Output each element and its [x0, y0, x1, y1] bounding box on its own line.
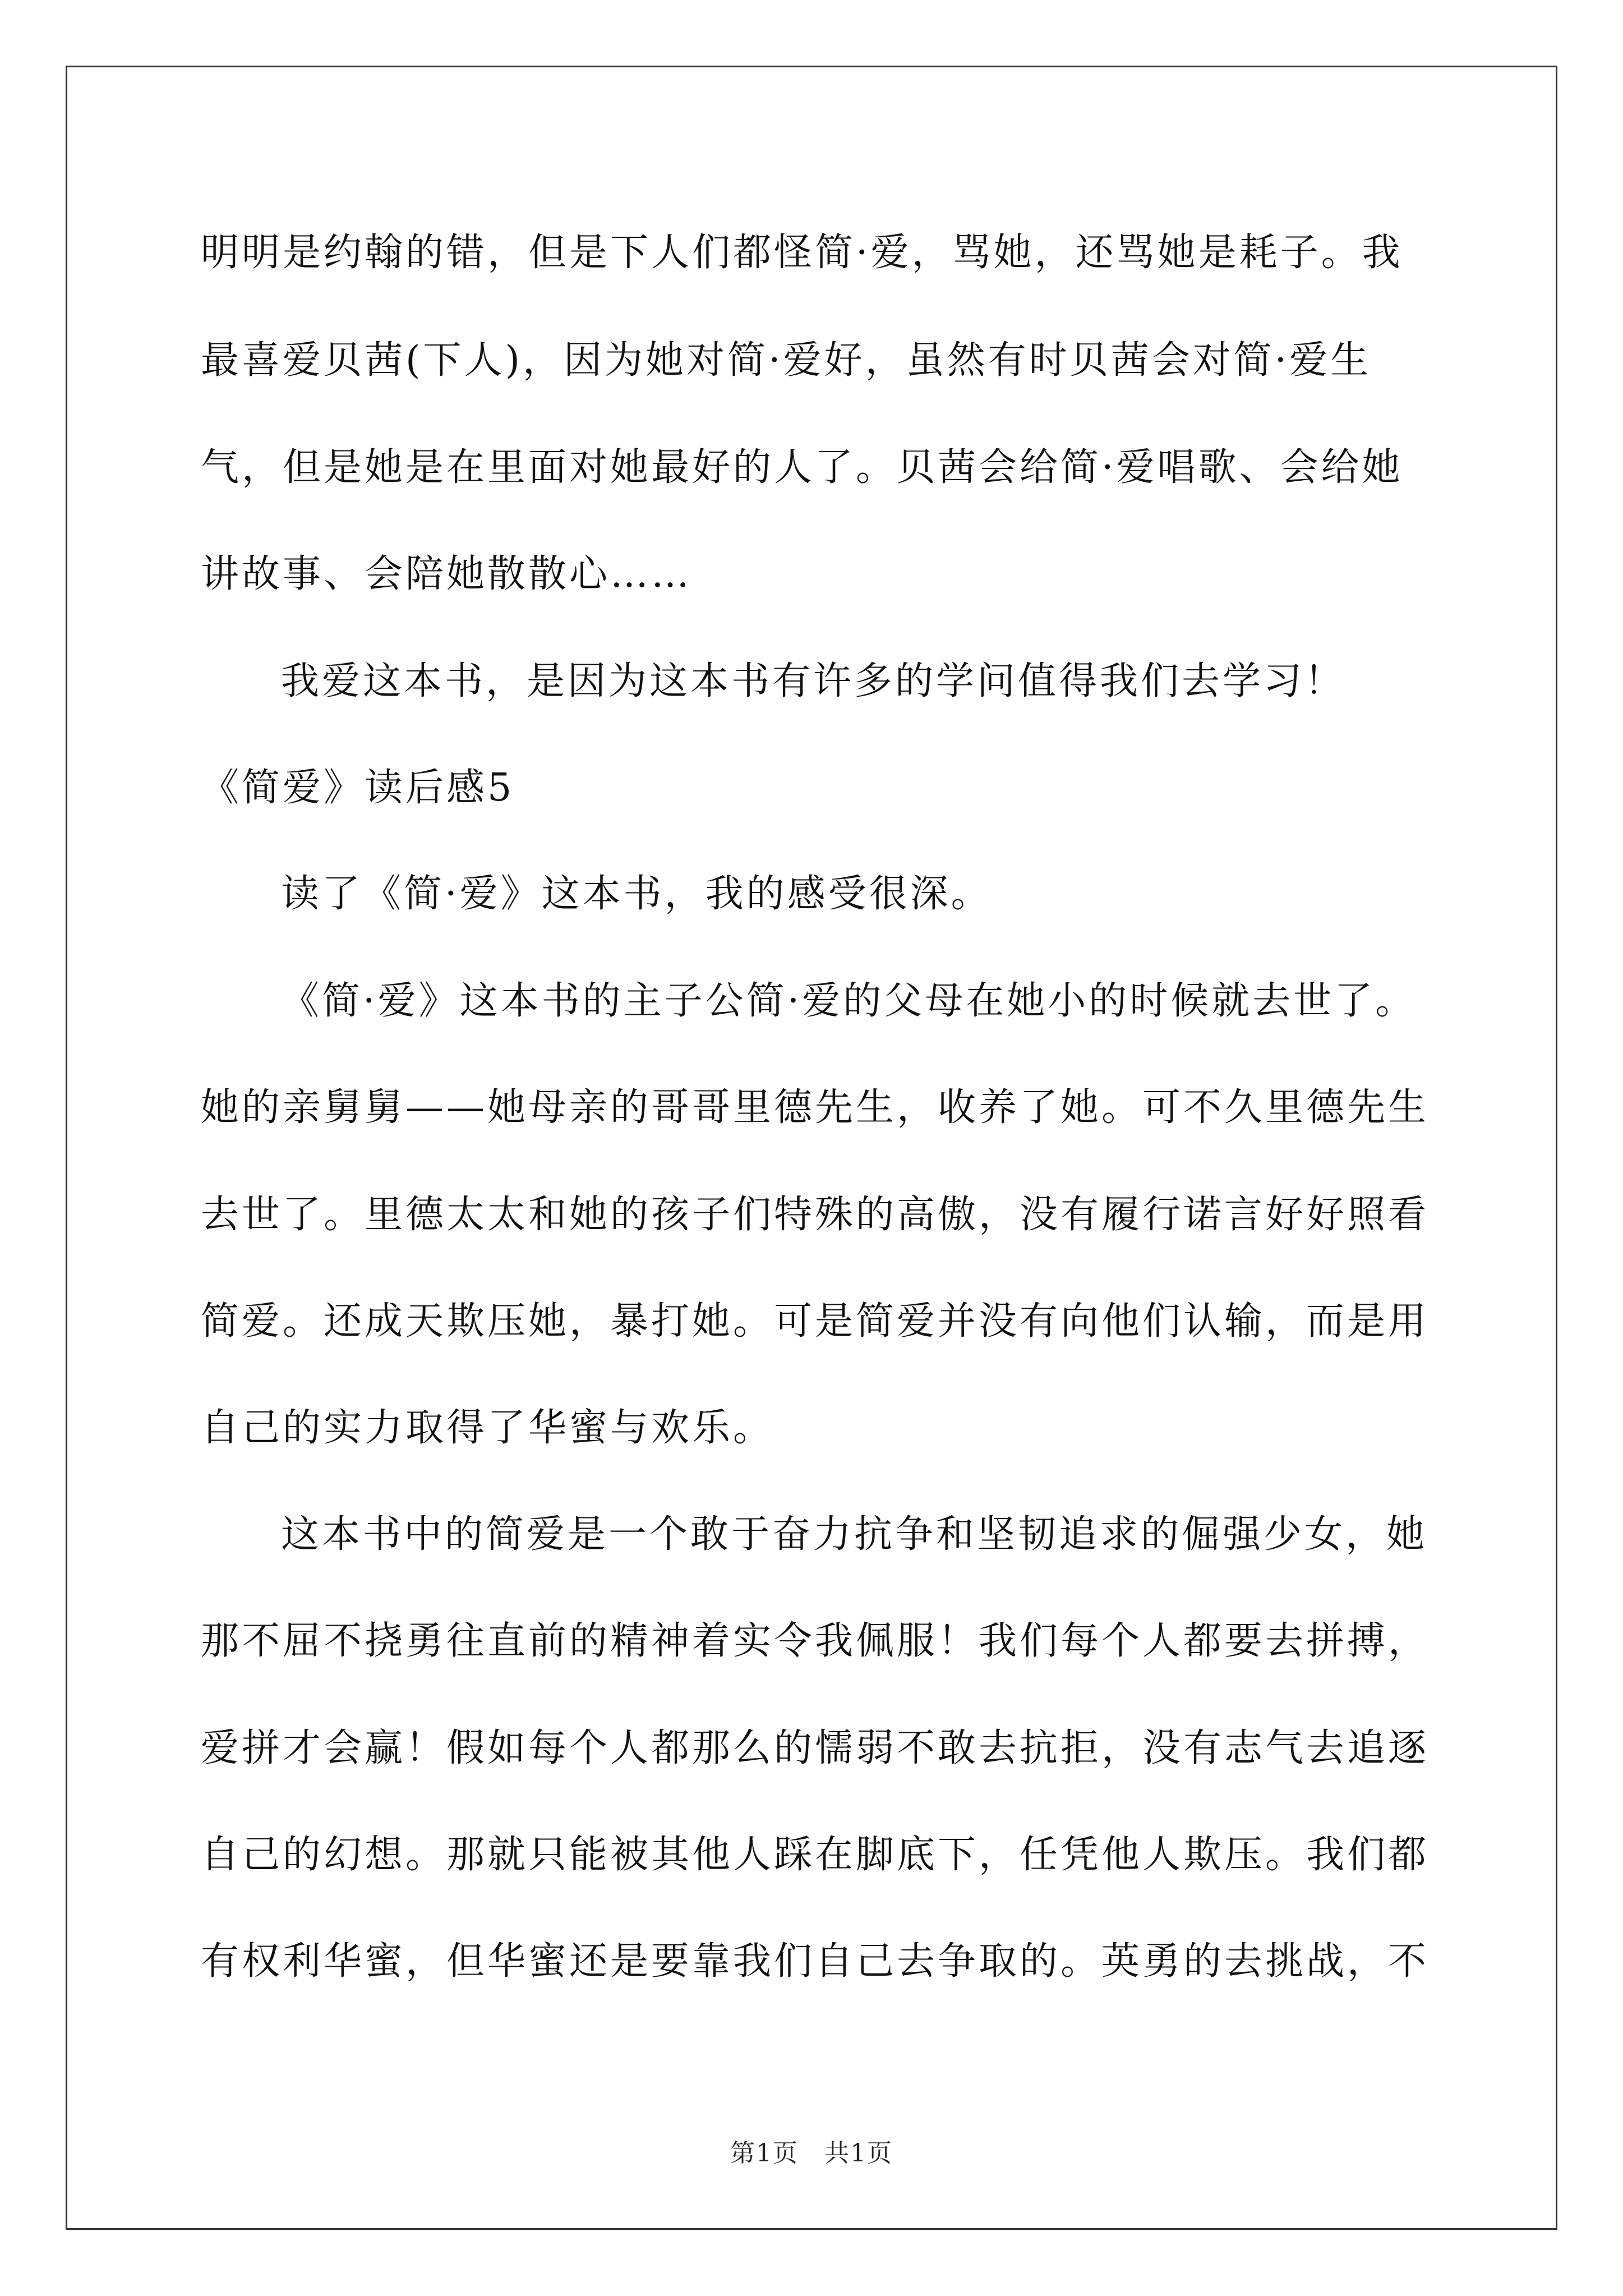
body-text-line: 那不屈不挠勇往直前的精神着实令我佩服！我们每个人都要去拼搏， [201, 1619, 1430, 1663]
body-text-line: 爱拼才会赢！假如每个人都那么的懦弱不敢去抗拒，没有志气去追逐 [201, 1726, 1430, 1770]
body-text-line: 明明是约翰的错，但是下人们都怪简·爱，骂她，还骂她是耗子。我 [201, 231, 1403, 275]
body-text-line: 自己的幻想。那就只能被其他人踩在脚底下，任凭他人欺压。我们都 [201, 1833, 1430, 1877]
body-text-line: 讲故事、会陪她散散心…… [201, 552, 693, 596]
body-text-line: 去世了。里德太太和她的孩子们特殊的高傲，没有履行诺言好好照看 [201, 1193, 1430, 1237]
page-number: 第1页 [730, 2139, 799, 2168]
body-text-line: 最喜爱贝茜(下人)，因为她对简·爱好，虽然有时贝茜会对简·爱生 [201, 338, 1372, 383]
body-text-line: 她的亲舅舅——她母亲的哥哥里德先生，收养了她。可不久里德先生 [201, 1085, 1430, 1130]
body-text-line: 气，但是她是在里面对她最好的人了。贝茜会给简·爱唱歌、会给她 [201, 445, 1403, 490]
body-text-line: 有权利华蜜，但华蜜还是要靠我们自己去争取的。英勇的去挑战，不 [201, 1939, 1430, 1984]
body-text-line: 读了《简·爱》这本书，我的感受很深。 [281, 872, 992, 916]
section-heading: 《简爱》读后感5 [201, 766, 515, 810]
body-text-line: 这本书中的简爱是一个敢于奋力抗争和坚韧追求的倔强少女，她 [281, 1512, 1428, 1557]
page-footer [0, 2141, 1623, 2166]
page-total: 共1页 [824, 2139, 893, 2168]
body-text-line: 简爱。还成天欺压她，暴打她。可是简爱并没有向他们认输，而是用 [201, 1299, 1430, 1343]
page-frame [66, 66, 1557, 2230]
body-text-line: 我爱这本书，是因为这本书有许多的学问值得我们去学习！ [281, 659, 1346, 703]
body-text-line: 《简·爱》这本书的主子公简·爱的父母在她小的时候就去世了。 [281, 979, 1417, 1023]
body-text-line: 自己的实力取得了华蜜与欢乐。 [201, 1406, 774, 1450]
